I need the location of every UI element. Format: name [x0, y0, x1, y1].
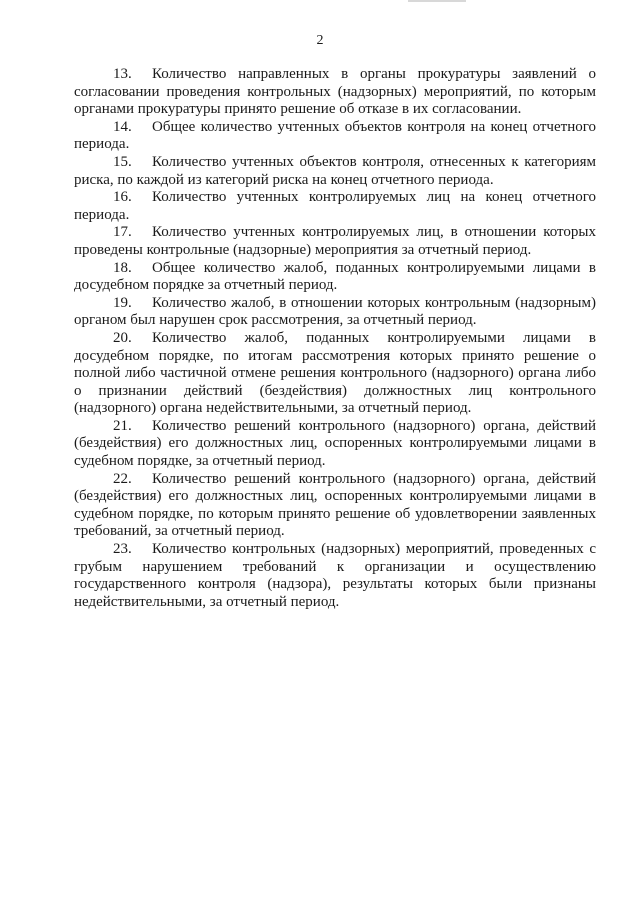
- list-item-21: [74, 418, 596, 471]
- item-number: 22.: [113, 470, 132, 487]
- item-text: Количество учтенных контролируемых лиц на конец отчетного периода.: [74, 189, 596, 223]
- list-item-16: [74, 189, 596, 224]
- item-number: 19.: [113, 294, 132, 311]
- item-number: 20.: [113, 329, 132, 346]
- item-number: 16.: [113, 189, 132, 206]
- document-body: [74, 66, 596, 611]
- item-number: 14.: [113, 118, 132, 135]
- item-text: Количество жалоб, в отношении которых контрольным (надзорным) органом был нарушен срок рассмотрения, за отчетный период.: [74, 294, 596, 329]
- item-text: Количество решений контрольного (надзорного) органа, действий (бездействия) его должностных лиц, оспоренных контролируемыми лицами в судебном порядке, за отчетный период.: [74, 417, 596, 470]
- item-number: 18.: [113, 259, 132, 276]
- list-item-19: [74, 295, 596, 330]
- top-edge-mark: [408, 0, 466, 2]
- page-number: 2: [316, 33, 324, 48]
- list-item-18: [74, 260, 596, 295]
- item-text: Общее количество учтенных объектов контроля на конец отчетного периода.: [74, 118, 596, 153]
- list-item-15: [74, 154, 596, 189]
- item-text: Количество решений контрольного (надзорного) органа, действий (бездействия) его должностных лиц, оспоренных контролируемыми лицами в судебном порядке, по которым принято решение об удовлетворении заявленных требований, за отчетный период.: [74, 470, 596, 540]
- item-number: 23.: [113, 541, 132, 558]
- item-text: Количество жалоб, поданных контролируемыми лицами в досудебном порядке, по итогам рассмотрения которых принято решение о полной либо частичной отмене решения контрольного (надзорного) органа либо о признании действий (бездействия) должностных лиц контрольного (надзорного) органа недействительными, за отчетный период.: [74, 329, 596, 417]
- item-text: Количество контрольных (надзорных) мероприятий, проведенных с грубым нарушением требований к организации и осуществлению государственного контроля (надзора), результаты которых были признаны недействительными, за отчетный период.: [74, 541, 596, 610]
- item-number: 21.: [113, 417, 132, 434]
- item-text: Количество учтенных контролируемых лиц, в отношении которых проведены контрольные (надзорные) мероприятия за отчетный период.: [74, 224, 596, 258]
- item-number: 17.: [113, 224, 132, 241]
- item-number: 13.: [113, 66, 132, 82]
- item-text: Количество учтенных объектов контроля, отнесенных к категориям риска, по каждой из категорий риска на конец отчетного периода.: [74, 153, 596, 188]
- list-item-22: [74, 471, 596, 541]
- list-item-17: [74, 224, 596, 259]
- list-item-14: [74, 119, 596, 154]
- item-number: 15.: [113, 153, 132, 170]
- item-text: Количество направленных в органы прокуратуры заявлений о согласовании проведения контрольных (надзорных) мероприятий, по которым органами прокуратуры принято решение об отказе в их согласовании.: [74, 66, 596, 118]
- list-item-13: [74, 66, 596, 119]
- list-item-20: [74, 330, 596, 418]
- list-item-23: [74, 541, 596, 611]
- item-text: Общее количество жалоб, поданных контролируемыми лицами в досудебном порядке за отчетный период.: [74, 259, 596, 294]
